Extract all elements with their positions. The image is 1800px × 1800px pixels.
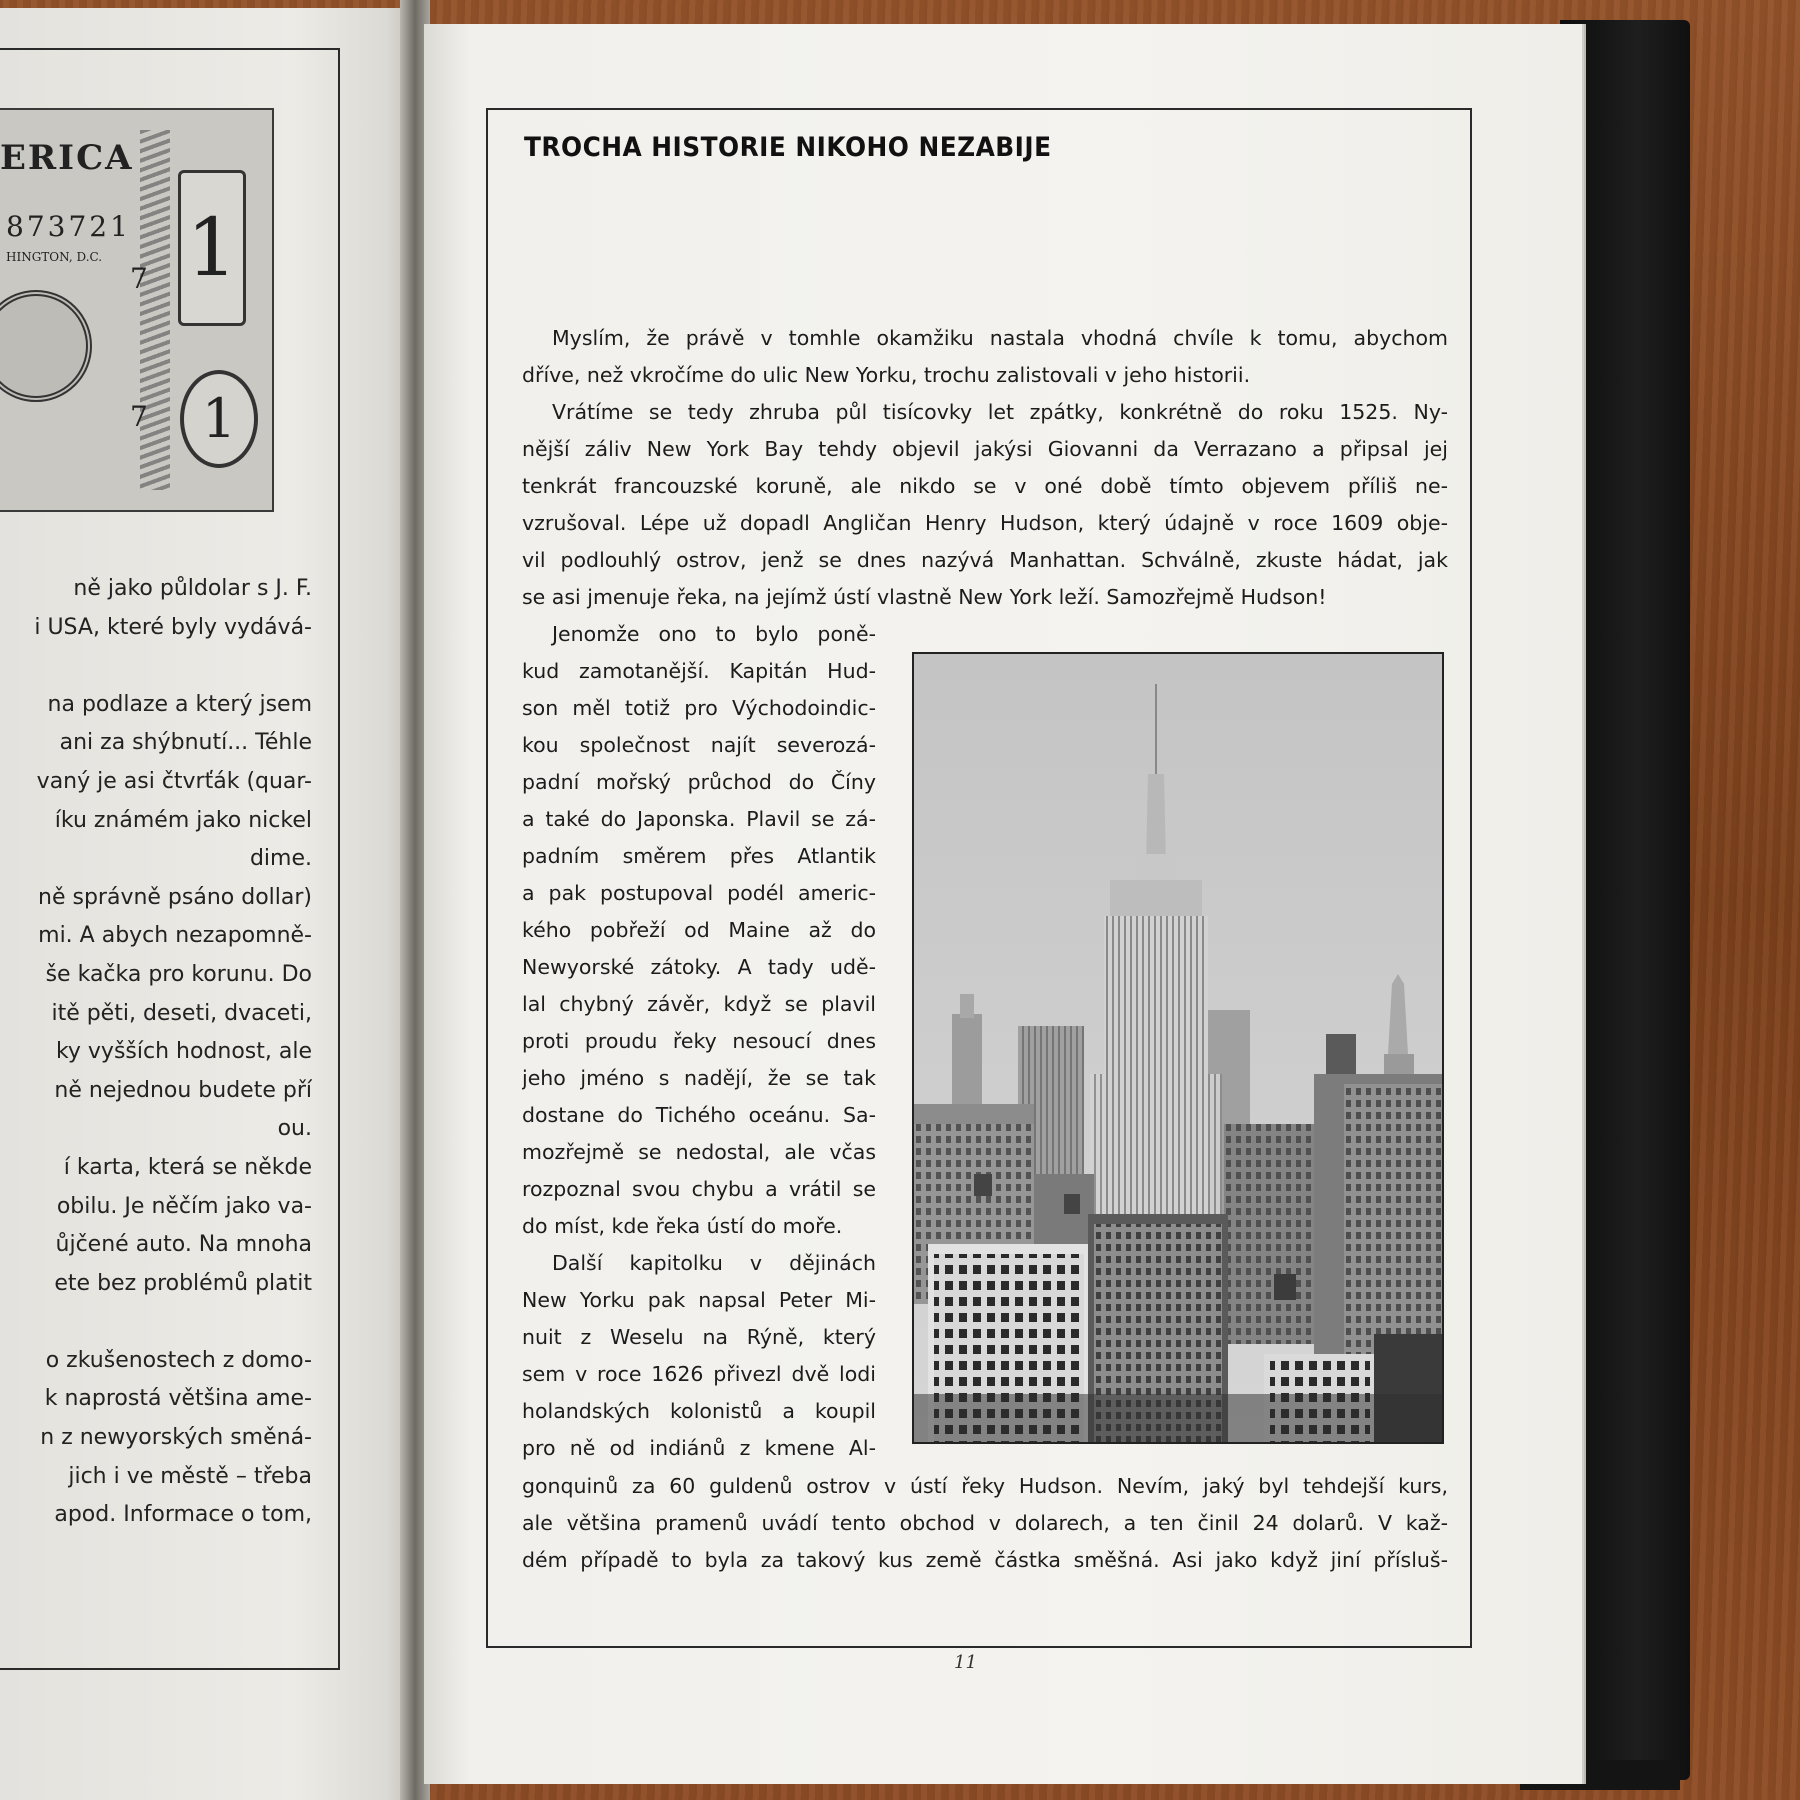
empire-state-building-photo	[912, 652, 1444, 1444]
column-text-line: kého pobřeží od Maine až do	[522, 918, 876, 942]
column-text-line: son měl totiž pro Východoindic-	[522, 696, 876, 720]
left-page-text-line: itě pěti, deseti, dvaceti,	[51, 1000, 312, 1026]
intro-text-line: dříve, než vkročíme do ulic New Yorku, trochu zalistovali v jeho historii.	[522, 363, 1251, 387]
column-text-line: Newyorské zátoky. A tady udě-	[522, 955, 876, 979]
left-page-text-line	[0, 647, 312, 686]
bill-seven-top: 7	[130, 262, 148, 295]
bill-seal-icon	[0, 290, 92, 402]
left-page-text-line: n z newyorských směná-	[40, 1425, 312, 1451]
dollar-bill-image	[0, 108, 274, 512]
left-page-text-line: še kačka pro korunu. Do	[45, 961, 312, 987]
left-page-text-line: mi. A abych nezapomně-	[38, 923, 312, 949]
bill-word: ERICA	[0, 138, 134, 178]
left-page-text-line: í karta, která se někde	[63, 1154, 312, 1180]
closing-text-line: dém případě to byla za takový kus země částka směšná. Asi jako když jiní přísluš-	[522, 1548, 1448, 1572]
column-text-line: dostane do Tichého oceánu. Sa-	[522, 1103, 876, 1127]
left-page-text-line: ou.	[277, 1116, 312, 1142]
column-paragraphs	[522, 616, 876, 1467]
intro-text-line: Vrátíme se tedy zhruba půl tisícovky let zpátky, konkrétně do roku 1525. Ny-	[552, 400, 1448, 424]
intro-text-line: tenkrát francouzské koruně, ale nikdo se v oné době tímto objevem příliš ne-	[522, 474, 1448, 498]
left-page	[0, 8, 420, 1800]
column-text-line: Další kapitolku v dějinách	[552, 1251, 876, 1275]
bill-denomination-bottom: 1	[180, 370, 258, 468]
left-page-text-line: íku známém jako nickel	[54, 807, 312, 833]
column-text-line: mozřejmě se nedostal, ale včas	[522, 1140, 876, 1164]
section-heading: TROCHA HISTORIE NIKOHO NEZABIJE	[524, 132, 1052, 163]
left-page-text-line: ně nejednou budete pří	[54, 1077, 312, 1103]
page-number: 11	[954, 1652, 977, 1673]
left-page-text-line: na podlaze a který jsem	[47, 691, 312, 717]
column-text-line: nuit z Weselu na Rýně, který	[522, 1325, 876, 1349]
bill-serial: 873721	[6, 210, 131, 243]
left-page-text-line: ete bez problémů platit	[54, 1270, 312, 1296]
left-page-text-line: ani za shýbnutí... Téhle	[59, 730, 312, 756]
closing-text-line: ale většina pramenů uvádí tento obchod v dolarech, a ten činil 24 dolarů. V kaž-	[522, 1511, 1448, 1535]
left-page-text-line: ůjčené auto. Na mnoha	[55, 1232, 312, 1258]
left-page-text-line: ně jako půldolar s J. F.	[73, 576, 312, 601]
left-page-text-line: i USA, které byly vydává-	[34, 614, 312, 640]
bill-denomination-top: 1	[178, 170, 246, 326]
intro-text-line: Myslím, že právě v tomhle okamžiku nastala vhodná chvíle k tomu, abychom	[552, 326, 1448, 350]
column-text-line: proti proudu řeky nesoucí dnes	[522, 1029, 876, 1053]
column-text-line: sem v roce 1626 přivezl dvě lodi	[522, 1362, 876, 1386]
left-page-text-line: apod. Informace o tom,	[54, 1502, 312, 1528]
left-page-text-line: o zkušenostech z domo-	[45, 1347, 312, 1373]
intro-text-line: vil podlouhlý ostrov, jenž se dnes nazývá Manhattan. Schválně, zkuste hádat, jak	[522, 548, 1448, 572]
left-page-text-line: jich i ve městě – třeba	[68, 1463, 312, 1489]
column-text-line: padním směrem přes Atlantik	[522, 844, 876, 868]
intro-paragraphs	[522, 320, 1448, 616]
closing-paragraph	[522, 1468, 1448, 1579]
column-text-line: jeho jméno s nadějí, že se tak	[522, 1066, 876, 1090]
column-text-line: a pak postupoval podél americ-	[522, 881, 876, 905]
left-page-text	[0, 570, 312, 1535]
closing-text-line: gonquinů za 60 guldenů ostrov v ústí řeky Hudson. Nevím, jaký byl tehdejší kurs,	[522, 1474, 1448, 1498]
column-text-line: padní mořský průchod do Číny	[522, 770, 876, 794]
column-text-line: Jenomže ono to bylo poně-	[552, 622, 876, 646]
column-text-line: do míst, kde řeka ústí do moře.	[522, 1214, 843, 1238]
left-page-text-line: k naprostá většina ame-	[44, 1386, 312, 1412]
left-page-text-line: dime.	[249, 846, 312, 872]
column-text-line: New Yorku pak napsal Peter Mi-	[522, 1288, 876, 1312]
left-page-text-line	[0, 1303, 312, 1342]
column-text-line: pro ně od indiánů z kmene Al-	[522, 1436, 876, 1460]
column-text-line: rozpoznal svou chybu a vrátil se	[522, 1177, 876, 1201]
intro-text-line: se asi jmenuje řeka, na jejímž ústí vlastně New York leží. Samozřejmě Hudson!	[522, 585, 1327, 609]
column-text-line: holandských kolonistů a koupil	[522, 1399, 876, 1423]
left-page-text-line: vaný je asi čtvrťák (quar-	[36, 768, 312, 794]
column-text-line: kud zamotanější. Kapitán Hud-	[522, 659, 876, 683]
column-text-line: kou společnost najít severozá-	[522, 733, 876, 757]
left-page-text-line: ně správně psáno dollar)	[38, 884, 312, 910]
skyline-illustration	[914, 654, 1442, 1442]
column-text-line: lal chybný závěr, když se plavil	[522, 992, 876, 1016]
bill-place: HINGTON, D.C.	[6, 250, 103, 264]
bill-seven-bottom: 7	[130, 400, 148, 433]
column-text-line: a také do Japonska. Plavil se zá-	[522, 807, 876, 831]
left-page-text-line: ky vyšších hodnost, ale	[55, 1039, 312, 1065]
intro-text-line: vzrušoval. Lépe už dopadl Angličan Henry Hudson, který údajně v roce 1609 obje-	[522, 511, 1448, 535]
intro-text-line: nější záliv New York Bay tehdy objevil jakýsi Giovanni da Verrazano a připsal jej	[522, 437, 1448, 461]
left-page-text-line: obilu. Je něčím jako va-	[56, 1193, 312, 1219]
bill-laurel-ornament	[140, 130, 170, 490]
